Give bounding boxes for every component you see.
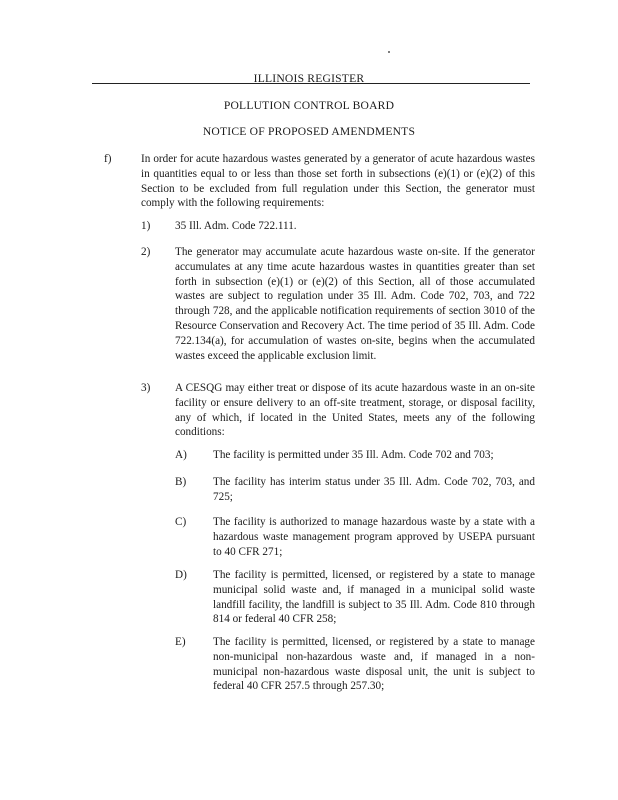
scan-speck [388, 51, 390, 53]
item-label: 1) [141, 220, 151, 232]
item-label: 2) [141, 246, 151, 258]
subitem-label: E) [175, 636, 186, 648]
item-text: The generator may accumulate acute hazardous waste on-site. If the generator accumulates at any time acute hazardous wastes in quantities greater than set forth in subsection (e)(1) or (e)(2) of this Section, all of those accumulated wastes are subject to regulation under 35 Ill. Adm. Code 702, 703, and 722 through 728, and the applicable notification requirements of section 3010 of the Resource Conservation and Recovery Act. The time period of 35 Ill. Adm. Code 722.134(a), for accumulation of wastes on-site, begins when the accumulated wastes exceed the applicable exclusion limit. [175, 246, 535, 362]
subitem-text: The facility is authorized to manage hazardous waste by a state with a hazardous waste management program approved by USEPA pursuant to 40 CFR 271; [213, 516, 535, 558]
subitem-text: The facility is permitted, licensed, or registered by a state to manage municipal solid waste and, if managed in a municipal solid waste landfill facility, the landfill is subject to 35 Ill. Adm. Code 810 through 814 or federal 40 CFR 258; [213, 569, 535, 626]
register-title: ILLINOIS REGISTER [253, 72, 365, 85]
board-title: POLLUTION CONTROL BOARD [223, 99, 395, 112]
subitem-label: C) [175, 516, 187, 528]
subitem-text: The facility is permitted, licensed, or registered by a state to manage non-municipal non-hazardous waste and, if managed in a non-municipal non-hazardous waste disposal unit, the unit is subject to federal 40 CFR 257.5 through 257.30; [213, 636, 535, 693]
subitem-label: D) [175, 569, 187, 581]
subitem-label: B) [175, 476, 187, 488]
item-text: 35 Ill. Adm. Code 722.111. [175, 220, 297, 232]
notice-title: NOTICE OF PROPOSED AMENDMENTS [202, 125, 416, 138]
item-label: 3) [141, 382, 151, 394]
section-text: In order for acute hazardous wastes generated by a generator of acute hazardous wastes in quantities equal to or less than those set forth in subsections (e)(1) or (e)(2) of this Section to be excluded from full regulation under this Section, the generator must comply with the following requirements: [141, 153, 535, 210]
subitem-text: The facility is permitted under 35 Ill. Adm. Code 702 and 703; [213, 449, 494, 461]
subitem-text: The facility has interim status under 35 Ill. Adm. Code 702, 703, and 725; [213, 476, 535, 503]
section-label: f) [104, 153, 112, 165]
item-text: A CESQG may either treat or dispose of its acute hazardous waste in an on-site facility or ensure delivery to an off-site treatment, storage, or disposal facility, any of which, if located in the United States, meets any of the following conditions: [175, 382, 535, 439]
subitem-label: A) [175, 449, 187, 461]
